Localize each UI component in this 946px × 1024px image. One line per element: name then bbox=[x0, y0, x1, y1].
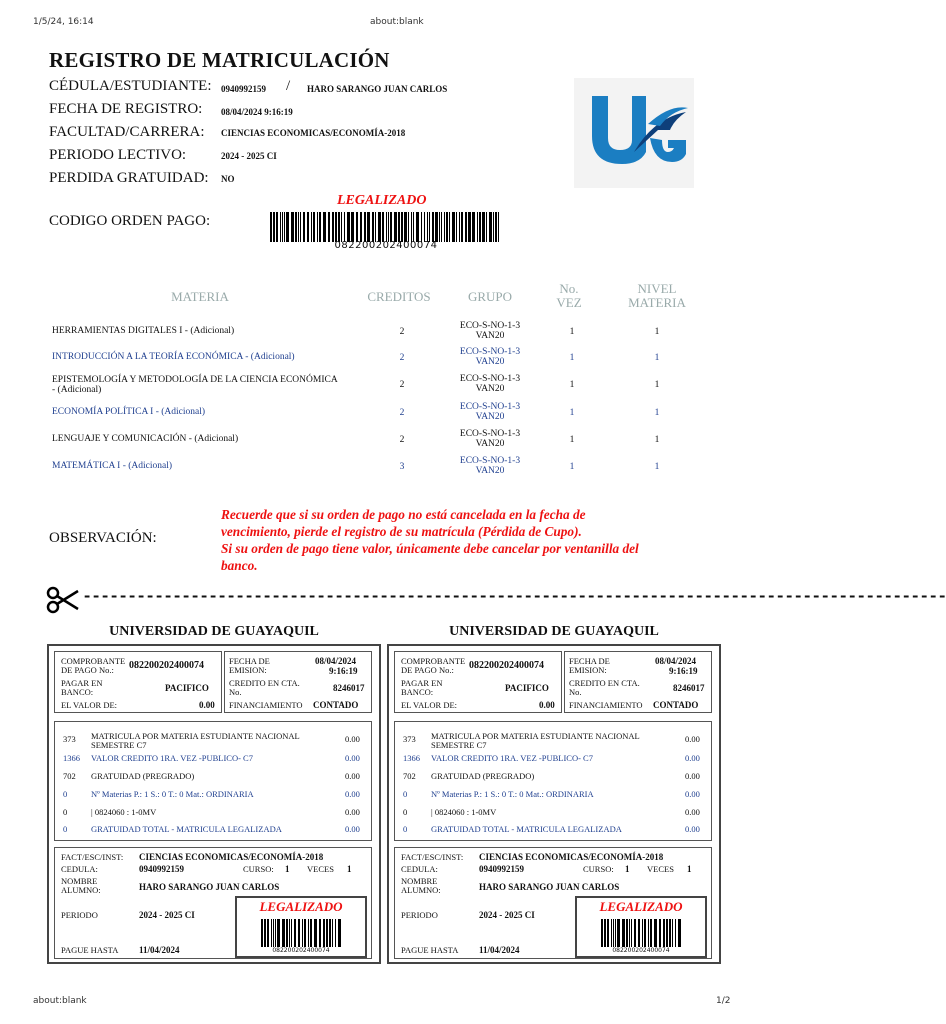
scissors-icon bbox=[46, 585, 80, 615]
print-footer-url: about:blank bbox=[33, 996, 87, 1006]
curso-value: 1 bbox=[285, 864, 290, 874]
receipt-item-desc: | 0824060 : 1-0MV bbox=[91, 807, 157, 817]
periodo-label: PERIODO bbox=[61, 910, 98, 920]
payment-receipt bbox=[47, 624, 381, 974]
fact-label: FACT/ESC/INST: bbox=[61, 852, 124, 862]
receipt-item-desc: VALOR CREDITO 1RA. VEZ -PUBLICO- C7 bbox=[91, 753, 253, 763]
cedula-value: 0940992159 bbox=[221, 84, 266, 94]
periodo-value: 2024 - 2025 CI bbox=[139, 910, 195, 920]
pague-value: 11/04/2024 bbox=[139, 945, 180, 955]
financiamiento-label: FINANCIAMIENTO bbox=[569, 700, 643, 710]
fecha-label: FECHA DE REGISTRO: bbox=[49, 101, 203, 117]
subject-name: ECONOMÍA POLÍTICA I - (Adicional) bbox=[52, 407, 206, 417]
receipt-item-code: 702 bbox=[403, 771, 416, 781]
receipt-student-box bbox=[394, 847, 712, 959]
receipt-item-desc: Nº Materias P.: 1 S.: 0 T.: 0 Mat.: ORDINARIA bbox=[91, 789, 254, 799]
receipt-item-code: 0 bbox=[403, 789, 408, 799]
subject-credits: 2 bbox=[399, 408, 405, 418]
valor-label: EL VALOR DE: bbox=[61, 700, 118, 710]
veces-value: 1 bbox=[347, 864, 352, 874]
fecha-emision-date: 08/04/2024 bbox=[655, 656, 697, 666]
receipt-stamp-box bbox=[575, 896, 707, 958]
subject-vez: 1 bbox=[569, 408, 575, 418]
subject-name: INTRODUCCIÓN A LA TEORÍA ECONÓMICA - (Adicional) bbox=[52, 352, 295, 362]
receipt-frame bbox=[387, 644, 721, 964]
fecha-emision-label: FECHA DE EMISION: bbox=[569, 656, 610, 675]
receipt-barcode-number: 082200202400074 bbox=[272, 947, 330, 954]
cut-line: ------------------------------------------------------------------------------------------------ bbox=[82, 588, 946, 607]
fact-value: CIENCIAS ECONOMICAS/ECONOMÍA-2018 bbox=[479, 852, 664, 862]
comprobante-number: 082200202400074 bbox=[129, 660, 204, 671]
subject-group: ECO-S-NO-1-3 VAN20 bbox=[459, 456, 521, 476]
nombre-value: HARO SARANGO JUAN CARLOS bbox=[479, 882, 620, 892]
receipt-item-amount: 0.00 bbox=[685, 807, 700, 817]
col-header-nivel: NIVEL MATERIA bbox=[628, 281, 686, 310]
receipt-comprobante-box bbox=[54, 651, 222, 713]
receipt-item-amount: 0.00 bbox=[345, 753, 360, 763]
subject-vez: 1 bbox=[569, 353, 575, 363]
print-page-number: 1/2 bbox=[716, 996, 731, 1006]
col-header-vez: No. VEZ bbox=[556, 281, 582, 310]
periodo-value: 2024 - 2025 CI bbox=[221, 151, 277, 161]
subject-name: EPISTEMOLOGÍA Y METODOLOGÍA DE LA CIENCIA ECONÓMICA - (Adicional) bbox=[52, 375, 338, 395]
cedula-value: 0940992159 bbox=[139, 864, 184, 874]
receipt-item-desc: MATRICULA POR MATERIA ESTUDIANTE NACIONAL SEMESTRE C7 bbox=[431, 731, 640, 750]
receipt-stamp-box bbox=[235, 896, 367, 958]
cta-value: 8246017 bbox=[673, 683, 705, 693]
comprobante-number: 082200202400074 bbox=[469, 660, 544, 671]
subject-vez: 1 bbox=[569, 380, 575, 390]
comprobante-label: COMPROBANTE DE PAGO No.: bbox=[401, 656, 466, 675]
subject-group: ECO-S-NO-1-3 VAN20 bbox=[459, 429, 521, 449]
observacion-line: Recuerde que si su orden de pago no está cancelada en la fecha de bbox=[221, 507, 586, 522]
receipt-item-code: 702 bbox=[63, 771, 76, 781]
veces-label: VECES bbox=[307, 864, 334, 874]
fecha-emision-date: 08/04/2024 bbox=[315, 656, 357, 666]
observacion-label: OBSERVACIÓN: bbox=[49, 530, 157, 546]
nombre-value: HARO SARANGO JUAN CARLOS bbox=[139, 882, 280, 892]
subject-credits: 2 bbox=[399, 353, 405, 363]
receipt-item-desc: MATRICULA POR MATERIA ESTUDIANTE NACIONAL SEMESTRE C7 bbox=[91, 731, 300, 750]
legalizado-stamp: LEGALIZADO bbox=[337, 193, 427, 208]
subject-vez: 1 bbox=[569, 462, 575, 472]
cta-label: CREDITO EN CTA. No. bbox=[569, 678, 640, 697]
receipt-item-amount: 0.00 bbox=[345, 734, 360, 744]
nombre-label: NOMBRE ALUMNO: bbox=[401, 876, 441, 895]
payment-barcode-number: 082200202400074 bbox=[334, 240, 438, 251]
financiamiento-value: CONTADO bbox=[313, 700, 359, 710]
receipt-item-code: 373 bbox=[63, 734, 76, 744]
receipt-item-amount: 0.00 bbox=[685, 734, 700, 744]
curso-label: CURSO: bbox=[243, 864, 274, 874]
fecha-value: 08/04/2024 9:16:19 bbox=[221, 107, 293, 117]
subject-name: LENGUAJE Y COMUNICACIÓN - (Adicional) bbox=[52, 434, 239, 444]
fecha-emision-time: 9:16:19 bbox=[669, 666, 698, 676]
subject-nivel: 1 bbox=[654, 380, 660, 390]
receipt-barcode-number: 082200202400074 bbox=[612, 947, 670, 954]
receipt-item-code: 0 bbox=[403, 807, 408, 817]
receipt-item-code: 0 bbox=[63, 824, 68, 834]
receipt-item-desc: GRATUIDAD TOTAL - MATRICULA LEGALIZADA bbox=[91, 824, 282, 834]
receipt-item-amount: 0.00 bbox=[345, 807, 360, 817]
receipt-university-title: UNIVERSIDAD DE GUAYAQUIL bbox=[109, 624, 319, 639]
banco-value: PACIFICO bbox=[505, 683, 549, 693]
receipt-item-amount: 0.00 bbox=[685, 753, 700, 763]
receipt-item-amount: 0.00 bbox=[685, 789, 700, 799]
receipt-items-box bbox=[54, 721, 372, 841]
receipt-barcode bbox=[261, 919, 343, 947]
subject-group: ECO-S-NO-1-3 VAN20 bbox=[459, 347, 521, 367]
receipt-item-code: 0 bbox=[403, 824, 408, 834]
fecha-emision-label: FECHA DE EMISION: bbox=[229, 656, 270, 675]
veces-label: VECES bbox=[647, 864, 674, 874]
cta-value: 8246017 bbox=[333, 683, 365, 693]
codigo-label: CODIGO ORDEN PAGO: bbox=[49, 213, 211, 229]
receipt-student-box bbox=[54, 847, 372, 959]
col-header-materia: MATERIA bbox=[171, 289, 229, 304]
subject-group: ECO-S-NO-1-3 VAN20 bbox=[459, 321, 521, 341]
col-header-grupo: GRUPO bbox=[467, 289, 513, 304]
receipt-items-box bbox=[394, 721, 712, 841]
facultad-value: CIENCIAS ECONOMICAS/ECONOMÍA-2018 bbox=[221, 128, 406, 138]
facultad-label: FACULTAD/CARRERA: bbox=[49, 124, 205, 140]
receipt-item-desc: | 0824060 : 1-0MV bbox=[431, 807, 497, 817]
receipt-item-code: 0 bbox=[63, 807, 68, 817]
cedula-label: CEDULA: bbox=[61, 864, 98, 874]
curso-value: 1 bbox=[625, 864, 630, 874]
receipt-item-code: 1366 bbox=[403, 753, 420, 763]
print-page-title: about:blank bbox=[370, 17, 424, 27]
observacion-text bbox=[221, 506, 721, 574]
document-title: REGISTRO DE MATRICULACIÓN bbox=[49, 48, 390, 72]
subject-credits: 2 bbox=[399, 435, 405, 445]
subject-group: ECO-S-NO-1-3 VAN20 bbox=[459, 402, 521, 422]
cedula-label: CEDULA: bbox=[401, 864, 438, 874]
subject-group: ECO-S-NO-1-3 VAN20 bbox=[459, 374, 521, 394]
banco-value: PACIFICO bbox=[165, 683, 209, 693]
subject-credits: 2 bbox=[399, 327, 405, 337]
perdida-label: PERDIDA GRATUIDAD: bbox=[49, 170, 209, 186]
periodo-label: PERIODO bbox=[401, 910, 438, 920]
receipt-item-desc: Nº Materias P.: 1 S.: 0 T.: 0 Mat.: ORDINARIA bbox=[431, 789, 594, 799]
subject-credits: 3 bbox=[399, 462, 405, 472]
receipt-item-amount: 0.00 bbox=[345, 824, 360, 834]
print-datetime: 1/5/24, 16:14 bbox=[33, 17, 94, 27]
subject-nivel: 1 bbox=[654, 462, 660, 472]
ug-logo-icon bbox=[574, 78, 694, 188]
cedula-label: CÉDULA/ESTUDIANTE: bbox=[49, 78, 212, 94]
receipt-legalizado-stamp: LEGALIZADO bbox=[259, 899, 343, 914]
student-name: HARO SARANGO JUAN CARLOS bbox=[307, 84, 448, 94]
payment-barcode bbox=[270, 212, 502, 242]
receipt-barcode bbox=[601, 919, 683, 947]
observacion-line: vencimiento, pierde el registro de su matrícula (Pérdida de Cupo). bbox=[221, 524, 582, 539]
fact-value: CIENCIAS ECONOMICAS/ECONOMÍA-2018 bbox=[139, 852, 324, 862]
receipt-item-code: 1366 bbox=[63, 753, 80, 763]
pague-label: PAGUE HASTA bbox=[61, 945, 119, 955]
fecha-emision-time: 9:16:19 bbox=[329, 666, 358, 676]
periodo-label: PERIODO LECTIVO: bbox=[49, 147, 187, 163]
pague-value: 11/04/2024 bbox=[479, 945, 520, 955]
valor-label: EL VALOR DE: bbox=[401, 700, 458, 710]
receipt-item-desc: GRATUIDAD TOTAL - MATRICULA LEGALIZADA bbox=[431, 824, 622, 834]
receipt-item-desc: GRATUIDAD (PREGRADO) bbox=[431, 771, 535, 781]
cta-label: CREDITO EN CTA. No. bbox=[229, 678, 300, 697]
receipt-item-desc: GRATUIDAD (PREGRADO) bbox=[91, 771, 195, 781]
observacion-line: banco. bbox=[221, 558, 258, 573]
subject-name: HERRAMIENTAS DIGITALES I - (Adicional) bbox=[52, 326, 235, 336]
financiamiento-label: FINANCIAMIENTO bbox=[229, 700, 303, 710]
receipt-frame bbox=[47, 644, 381, 964]
payment-receipt bbox=[387, 624, 721, 974]
receipt-item-code: 0 bbox=[63, 789, 68, 799]
comprobante-label: COMPROBANTE DE PAGO No.: bbox=[61, 656, 126, 675]
fact-label: FACT/ESC/INST: bbox=[401, 852, 464, 862]
receipt-legalizado-stamp: LEGALIZADO bbox=[599, 899, 683, 914]
receipt-item-amount: 0.00 bbox=[685, 771, 700, 781]
subject-credits: 2 bbox=[399, 380, 405, 390]
observacion-line: Si su orden de pago tiene valor, únicamente debe cancelar por ventanilla del bbox=[221, 541, 639, 556]
valor-value: 0.00 bbox=[199, 700, 215, 710]
subject-vez: 1 bbox=[569, 435, 575, 445]
subject-nivel: 1 bbox=[654, 327, 660, 337]
pague-label: PAGUE HASTA bbox=[401, 945, 459, 955]
nombre-label: NOMBRE ALUMNO: bbox=[61, 876, 101, 895]
receipt-item-amount: 0.00 bbox=[345, 771, 360, 781]
receipt-fecha-box bbox=[224, 651, 372, 713]
banco-label: PAGAR EN BANCO: bbox=[61, 678, 103, 697]
financiamiento-value: CONTADO bbox=[653, 700, 699, 710]
perdida-value: NO bbox=[221, 174, 235, 184]
col-header-creditos: CREDITOS bbox=[367, 289, 431, 304]
cedula-separator: / bbox=[286, 78, 291, 94]
subject-nivel: 1 bbox=[654, 435, 660, 445]
receipt-item-code: 373 bbox=[403, 734, 416, 744]
curso-label: CURSO: bbox=[583, 864, 614, 874]
ug-logo bbox=[574, 78, 694, 188]
receipt-item-desc: VALOR CREDITO 1RA. VEZ -PUBLICO- C7 bbox=[431, 753, 593, 763]
valor-value: 0.00 bbox=[539, 700, 555, 710]
subject-name: MATEMÁTICA I - (Adicional) bbox=[52, 461, 173, 471]
subject-vez: 1 bbox=[569, 327, 575, 337]
receipt-fecha-box bbox=[564, 651, 712, 713]
banco-label: PAGAR EN BANCO: bbox=[401, 678, 443, 697]
receipt-university-title: UNIVERSIDAD DE GUAYAQUIL bbox=[449, 624, 659, 639]
receipt-comprobante-box bbox=[394, 651, 562, 713]
veces-value: 1 bbox=[687, 864, 692, 874]
periodo-value: 2024 - 2025 CI bbox=[479, 910, 535, 920]
subject-nivel: 1 bbox=[654, 408, 660, 418]
receipt-item-amount: 0.00 bbox=[685, 824, 700, 834]
receipt-item-amount: 0.00 bbox=[345, 789, 360, 799]
subject-nivel: 1 bbox=[654, 353, 660, 363]
cedula-value: 0940992159 bbox=[479, 864, 524, 874]
